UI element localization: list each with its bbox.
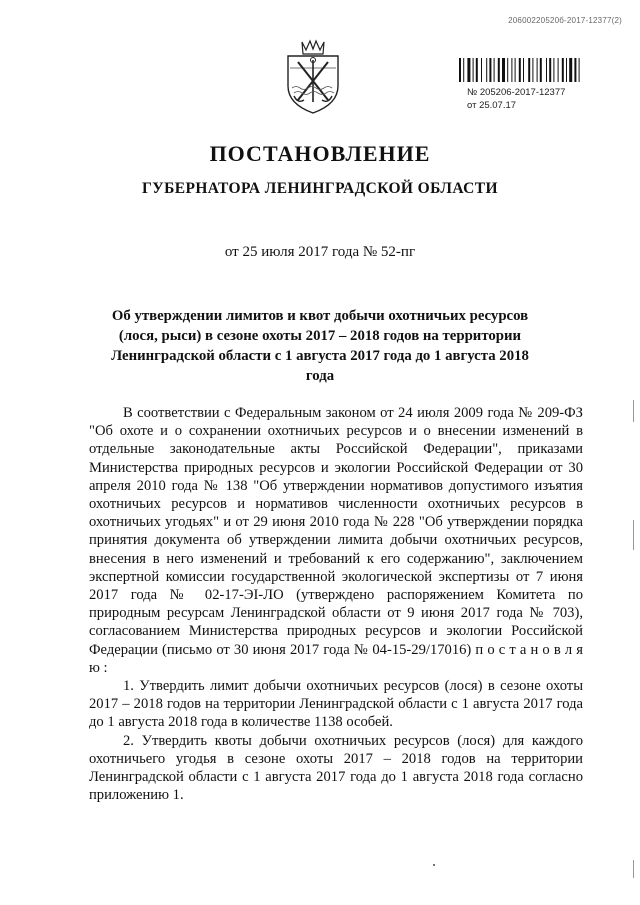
item-2-paragraph: 2. Утвердить квоты добычи охотничьих ресурсов (лося) для каждого охотничьего угодья в сезоне охоты 2017 – 2018 годов на территории Ленинградской области с 1 августа 2017 года до 1 августа 2018 года согласно приложению 1. (89, 732, 583, 804)
item-1-paragraph: 1. Утвердить лимит добычи охотничьих ресурсов (лося) в сезоне охоты 2017 – 2018 годов на территории Ленинградской области с 1 августа 2017 года до 1 августа 2018 года в количестве 1138 особей. (89, 678, 583, 731)
document-title: ПОСТАНОВЛЕНИЕ (209, 141, 431, 166)
document-issuer: ГУБЕРНАТОРА ЛЕНИНГРАДСКОЙ ОБЛАСТИ (142, 180, 498, 197)
document-heading: Об утверждении лимитов и квот добычи охотничьих ресурсов (лося, рыси) в сезоне охоты 2017 – 2018 годов на территории Ленинградской области с 1 августа 2017 года до 1 августа 2018 года (111, 308, 529, 384)
barcode-icon (459, 58, 597, 82)
scan-edge-mark (633, 860, 634, 878)
scan-edge-mark (633, 400, 634, 422)
document-date-number: от 25 июля 2017 года № 52-пг (224, 244, 416, 260)
registration-block (467, 86, 565, 112)
document-code: 20600220520б-2017-12377(2) (508, 16, 622, 25)
document-body (89, 404, 583, 804)
scan-speck (433, 864, 435, 866)
registration-date: от 25.07.17 (467, 100, 517, 111)
scan-edge-mark (633, 520, 634, 550)
coat-of-arms-icon (282, 38, 344, 116)
preamble-paragraph: В соответствии с Федеральным законом от 24 июля 2009 года № 209-ФЗ "Об охоте и о сохранении охотничьих ресурсов и о внесении изменений в отдельные законодательные акты Российской Федерации", приказами Министерства природных ресурсов и экологии Российской Федерации от 30 апреля 2010 года № 138 "Об утверждении нормативов допустимого изъятия охотничьих ресурсов и нормативов численности охотничьих ресурсов в охотничьих угодьях" и от 29 июня 2010 года № 228 "Об утверждении порядка принятия документа об утверждении лимита добычи охотничьих ресурсов, внесения в него изменений и требований к его содержанию", заключением экспертной комиссии государственной экологической экспертизы от 7 июня 2017 года № 02-17-ЭI-ЛО (утверждено распоряжением Комитета по природным ресурсам Ленинградской области от 9 июня 2017 года № 703), согласованием Министерства природных ресурсов и экологии Российской Федерации (письмо от 30 июня 2017 года № 04-15-29/17016) п о с т а н о в л я ю : (89, 405, 583, 676)
registration-number: № 205206-2017-12377 (467, 87, 566, 98)
